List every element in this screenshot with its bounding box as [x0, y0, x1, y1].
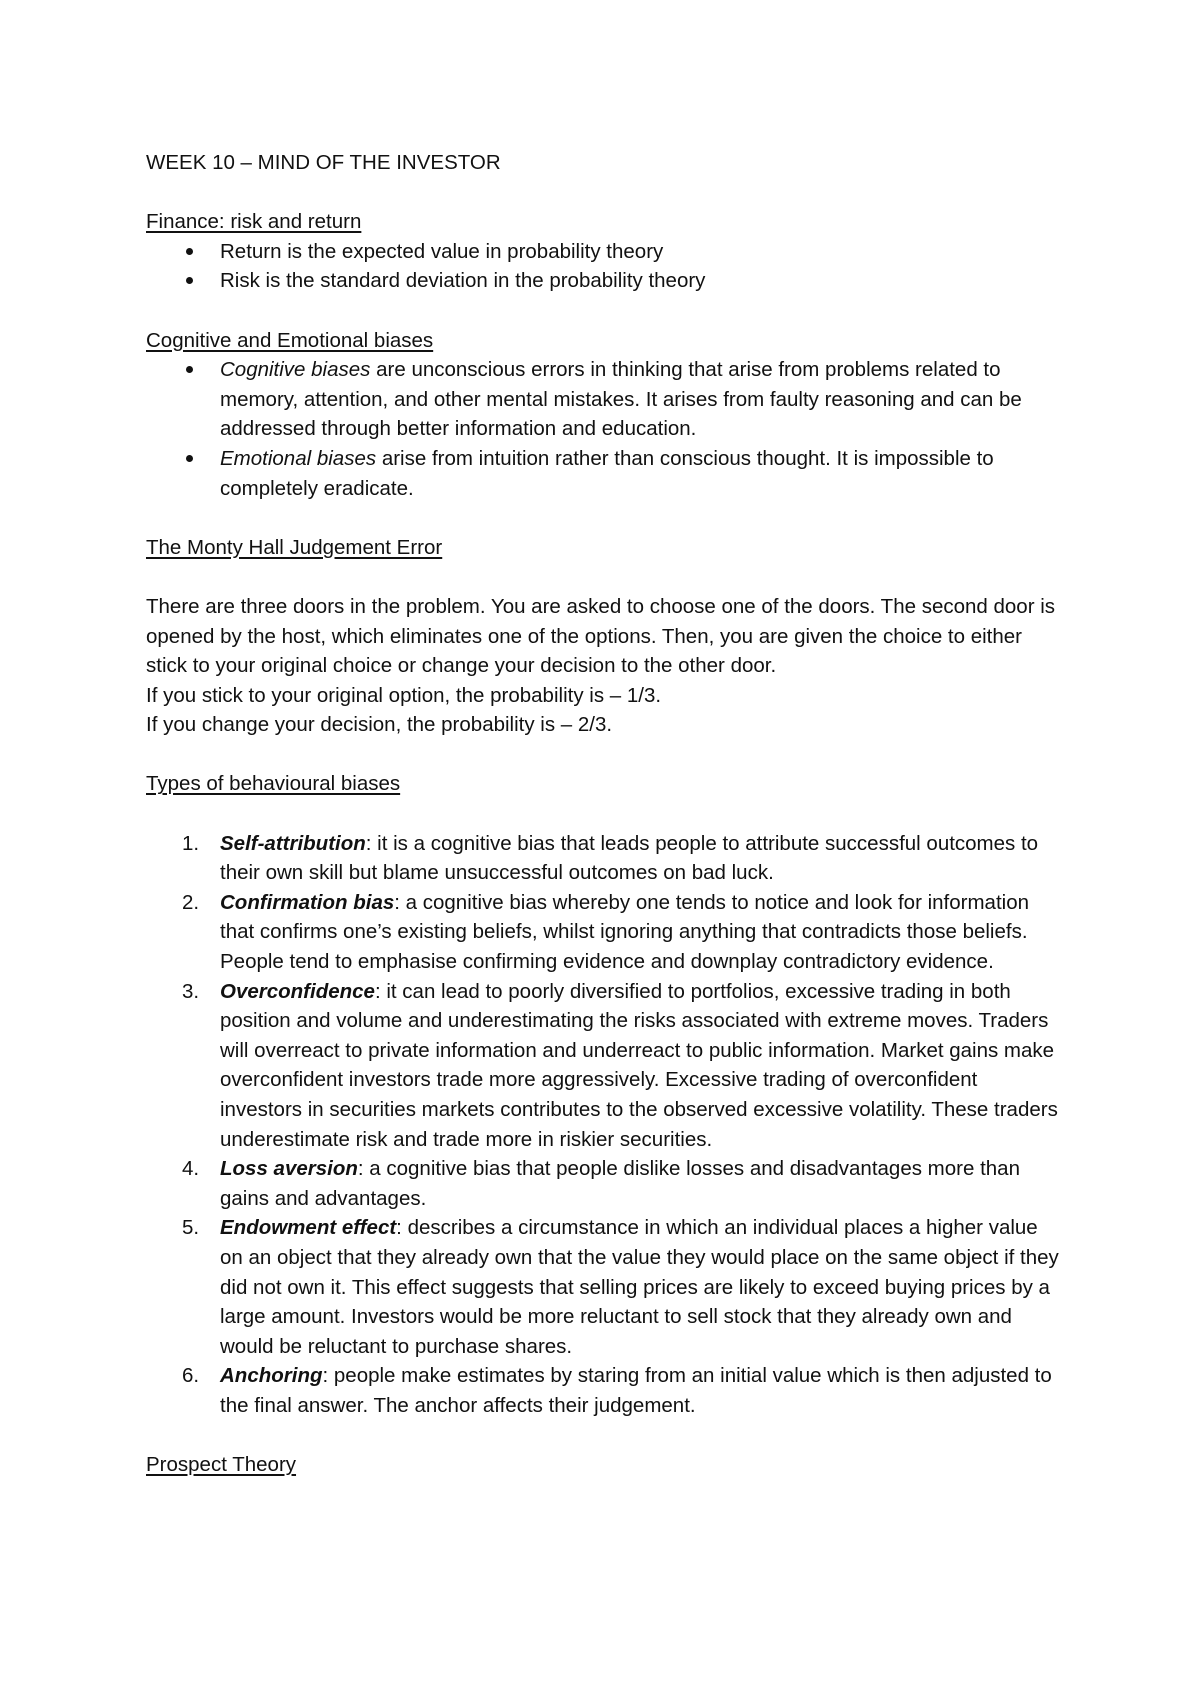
spacer: [146, 503, 1060, 533]
definition-text: : a cognitive bias whereby one tends to notice and look for information that confirms one’s existing beliefs, whilst ignoring anything that contradicts those beliefs. People tend to emphasise confirming evidence and downplay contradictory evidence.: [220, 890, 1030, 974]
definition-text: : it is a cognitive bias that leads people to attribute successful outcomes to their own skill but blame unsuccessful outcomes on bad luck.: [220, 831, 1039, 885]
item-number: 6.: [182, 1364, 200, 1388]
spacer: [146, 562, 1060, 592]
section-heading-finance: Finance: risk and return: [146, 210, 362, 234]
item-number: 5.: [182, 1216, 200, 1240]
definition-text: : people make estimates by staring from an initial value which is then adjusted to the final answer. The anchor affects their judgement.: [220, 1364, 1052, 1417]
spacer: [146, 178, 1060, 208]
list-item: [146, 1361, 1060, 1420]
definition-text: : a cognitive bias that people dislike losses and disadvantages more than gains and advantages.: [220, 1157, 1020, 1210]
list-item: [146, 355, 1060, 444]
section-heading-prospect-theory: Prospect Theory: [146, 1453, 297, 1477]
page-title: WEEK 10 – MIND OF THE INVESTOR: [146, 151, 501, 174]
behavioural-biases-list: [146, 829, 1060, 1421]
biases-bullet-list: [146, 355, 1060, 503]
finance-bullet-list: [146, 237, 1060, 296]
section-heading-monty-hall: The Monty Hall Judgement Error: [146, 535, 443, 559]
term-emotional-biases: Emotional biases: [220, 446, 377, 470]
definition-text: : describes a circumstance in which an individual places a higher value on an object that they already own that the value they would place on the same object if they did not own it. This effect suggests that selling prices are likely to exceed buying prices by a large amount. Investors would be more reluctant to sell stock that they already own and would be reluctant to purchase shares.: [220, 1216, 1059, 1358]
list-item: Risk is the standard deviation in the probability theory: [146, 266, 1060, 296]
list-item: [146, 1154, 1060, 1213]
definition-text: are unconscious errors in thinking that arise from problems related to memory, attention, and other mental mistakes. It arises from faulty reasoning and can be addressed through better information and education.: [220, 358, 1022, 441]
item-number: 4.: [182, 1157, 200, 1181]
monty-hall-change-line: If you change your decision, the probability is – 2/3.: [146, 713, 613, 737]
term-overconfidence: Overconfidence: [220, 979, 375, 1003]
term-endowment-effect: Endowment effect: [220, 1216, 397, 1240]
spacer: [146, 1421, 1060, 1451]
item-number: 2.: [182, 890, 200, 914]
term-self-attribution: Self-attribution: [220, 831, 366, 855]
definition-text: : it can lead to poorly diversified to portfolios, excessive trading in both position and volume and underestimating the risks associated with extreme moves. Traders will overreact to private information and underreact to public information. Market gains make overconfident investors trade more aggressively. Excessive trading of overconfident investors in securities markets contributes to the observed excessive volatility. These traders underestimate risk and trade more in riskier securities.: [220, 979, 1058, 1151]
monty-hall-paragraph: There are three doors in the problem. You are asked to choose one of the doors. The second door is opened by the host, which eliminates one of the options. Then, you are given the choice to either stick to your original choice or change your decision to the other door.: [146, 594, 1056, 678]
term-loss-aversion: Loss aversion: [220, 1157, 358, 1181]
spacer: [146, 740, 1060, 770]
list-item: [146, 977, 1060, 1155]
list-item: [146, 1213, 1060, 1361]
list-item: [146, 829, 1060, 888]
section-heading-biases: Cognitive and Emotional biases: [146, 328, 434, 352]
list-item: Return is the expected value in probability theory: [146, 237, 1060, 267]
item-number: 3.: [182, 979, 200, 1003]
term-confirmation-bias: Confirmation bias: [220, 890, 395, 914]
term-anchoring: Anchoring: [220, 1364, 323, 1388]
list-item: [146, 888, 1060, 977]
list-item: [146, 444, 1060, 503]
spacer: [146, 799, 1060, 829]
definition-text: arise from intuition rather than conscious thought. It is impossible to completely eradicate.: [220, 446, 994, 500]
monty-hall-stick-line: If you stick to your original option, the probability is – 1/3.: [146, 683, 662, 707]
spacer: [146, 296, 1060, 326]
section-heading-behavioural-biases: Types of behavioural biases: [146, 772, 401, 796]
item-number: 1.: [182, 831, 200, 855]
term-cognitive-biases: Cognitive biases: [220, 358, 371, 382]
